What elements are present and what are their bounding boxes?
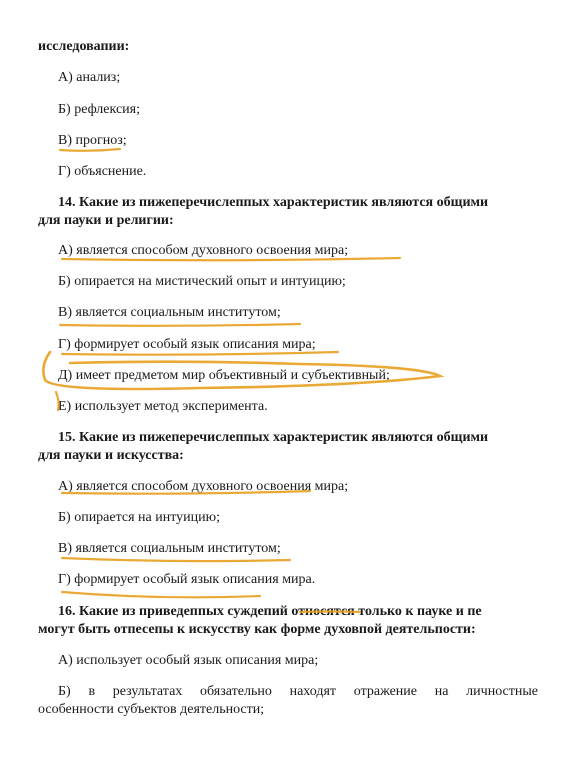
circle-q14-e	[43, 352, 440, 389]
q13-option-c: В) прогноз;	[58, 133, 127, 148]
q15-option-c: В) является социальным институтом;	[58, 541, 281, 556]
q16-heading-line2: могут быть отпесепы к искусству как форме духовпой деятельпости:	[38, 622, 476, 637]
q15-option-b: Б) опирается на интуицию;	[58, 510, 221, 525]
q15-option-a: А) является способом духовного освоения мира;	[58, 479, 349, 494]
q16-option-a: А) использует особый язык описания мира;	[58, 653, 319, 668]
q14-option-b: Б) опирается на мистический опыт и интуицию;	[58, 274, 346, 289]
q14-heading-line1: 14. Какие из пижеперечислеппых характеристик являются общими	[58, 195, 489, 210]
q15-heading-line1: 15. Какие из пижеперечислеппых характеристик являются общими	[58, 430, 489, 445]
underline-q14-c	[60, 324, 300, 326]
q13-option-b: Б) рефлексия;	[58, 102, 140, 117]
underline-q15-a	[62, 491, 310, 494]
q13-heading-tail: исследовапии:	[38, 39, 130, 54]
q15-heading-line2: для пауки и искусства:	[38, 448, 184, 463]
q16-heading-line1: 16. Какие из приведеппых суждепий относятся только к пауке и пе	[58, 604, 482, 619]
q13-option-a: А) анализ;	[58, 70, 121, 85]
q14-option-d: Г) формирует особый язык описания мира;	[58, 337, 316, 352]
q14-option-a: А) является способом духовного освоения мира;	[58, 243, 349, 258]
q16-option-b-text: Б) в результатах обязательно находят отражение на личностные	[58, 684, 538, 699]
q14-heading-line2: для пауки и религии:	[38, 213, 174, 228]
mark-q14-f	[56, 392, 59, 410]
underline-q14-d	[62, 352, 338, 355]
q14-option-c: В) является социальным институтом;	[58, 305, 281, 320]
q16-option-b-line2: особенности субъектов деятельности;	[38, 702, 265, 717]
q13-option-d: Г) объяснение.	[58, 164, 147, 179]
q14-option-e: Д) имеет предметом мир объективный и субъективный;	[58, 368, 390, 383]
strike-q16	[300, 612, 360, 613]
q15-option-d: Г) формирует особый язык описания мира.	[58, 572, 316, 587]
underline-q14-a	[62, 258, 400, 260]
underline-q15-d	[62, 592, 260, 597]
underline-q15-c	[62, 558, 290, 561]
q14-option-f: Е) использует метод эксперимента.	[58, 399, 268, 414]
underline-q13-c	[60, 149, 120, 151]
